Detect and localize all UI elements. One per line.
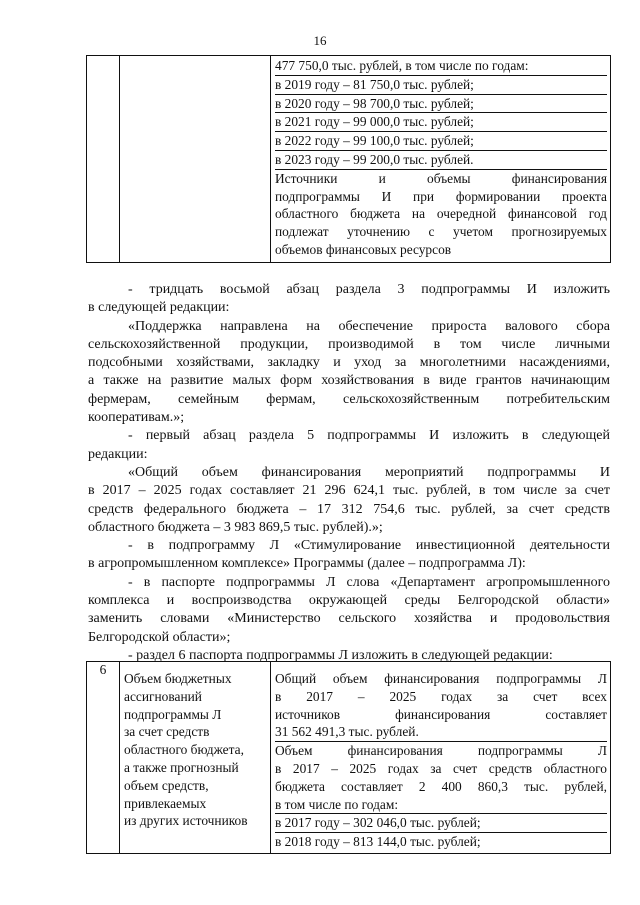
paragraph-line: подсобными хозяйствами, закладку и уход за многолетними насаждениями, — [88, 355, 610, 371]
regional-line: бюджета составляет 2 400 860,3 тыс. рублей, — [275, 778, 607, 794]
note-line: Источники и объемы финансирования — [275, 170, 607, 186]
regional-line: в том числе по годам: — [275, 796, 607, 815]
paragraph-line: - первый абзац раздела 5 подпрограммы И изложить в следующей — [128, 428, 610, 444]
total-line: 31 562 491,3 тыс. рублей. — [275, 723, 607, 742]
year-line: в 2018 году – 813 144,0 тыс. рублей; — [275, 834, 481, 850]
regional-line: в 2017 – 2025 годах за счет средств областного — [275, 760, 607, 776]
paragraph-line: «Поддержка направлена на обеспечение прироста валового сбора — [128, 318, 610, 334]
financing-line: в 2019 году – 81 750,0 тыс. рублей; — [275, 76, 607, 95]
paragraph-line: Белгородской области»; — [88, 629, 231, 645]
label-line: подпрограммы Л — [124, 706, 222, 722]
paragraph-line: редакции: — [88, 446, 148, 462]
year-line: в 2017 году – 302 046,0 тыс. рублей; — [275, 814, 607, 833]
note-line: подлежат уточнению с учетом прогнозируемых — [275, 224, 607, 240]
total-line: Общий объем финансирования подпрограммы Л — [275, 671, 607, 686]
paragraph-line: - тридцать восьмой абзац раздела 3 подпрограммы И изложить — [128, 282, 610, 297]
paragraph-line: в агропромышленном комплексе» Программы (далее – подпрограмма Л): — [88, 556, 526, 572]
note-line: областного бюджета на очередной финансовой год — [275, 206, 607, 222]
label-line: из других источников — [124, 813, 248, 829]
paragraph-line: - раздел 6 паспорта подпрограммы Л изложить в следующей редакции: — [128, 647, 553, 663]
label-line: за счет средств — [124, 724, 210, 740]
financing-table-bottom — [86, 661, 611, 854]
paragraph-line: - в подпрограмму Л «Стимулирование инвестиционной деятельности — [128, 538, 610, 554]
financing-line: в 2023 году – 99 200,0 тыс. рублей. — [275, 151, 607, 170]
table-cell-content — [271, 662, 611, 854]
label-line: объем средств, — [124, 777, 209, 793]
paragraph-line: областного бюджета – 3 983 869,5 тыс. рублей).»; — [88, 519, 383, 535]
paragraph-line: «Общий объем финансирования мероприятий подпрограммы И — [128, 464, 610, 480]
financing-line: 477 750,0 тыс. рублей, в том числе по годам: — [275, 57, 607, 76]
label-line: а также прогнозный — [124, 759, 239, 775]
paragraph-line: фермерам, семейным фермам, сельскохозяйственным потребительским — [88, 391, 610, 407]
financing-line: в 2022 году – 99 100,0 тыс. рублей; — [275, 132, 607, 151]
table-cell-label — [120, 56, 271, 263]
paragraph-line: а также на развитие малых форм хозяйствования в виде грантов начинающим — [88, 373, 610, 389]
financing-table-top — [86, 55, 611, 263]
total-line: источников финансирования составляет — [275, 706, 607, 722]
paragraph-line: в 2017 – 2025 годах составляет 21 296 624,1 тыс. рублей, в том числе за счет — [88, 483, 610, 499]
regional-line: Объем финансирования подпрограммы Л — [275, 743, 607, 759]
table-cell-number — [87, 56, 120, 263]
label-line: Объем бюджетных — [124, 671, 232, 686]
document-body — [88, 281, 610, 665]
note-line: подпрограммы И при формировании проекта — [275, 188, 607, 204]
financing-line: в 2021 году – 99 000,0 тыс. рублей; — [275, 113, 607, 132]
paragraph-line: сельскохозяйственной продукции, производимой в том числе личными — [88, 336, 610, 352]
paragraph-line: средств федерального бюджета – 17 312 754,6 тыс. рублей, за счет средств — [88, 501, 610, 517]
table-cell-label — [120, 662, 271, 854]
page-number: 16 — [313, 33, 327, 48]
label-line: ассигнований — [124, 688, 202, 704]
label-line: привлекаемых — [124, 795, 207, 811]
row-number: 6 — [87, 662, 120, 854]
paragraph-line: кооперативам.»; — [88, 410, 185, 426]
label-line: областного бюджета, — [124, 742, 244, 758]
note-line: объемов финансовых ресурсов — [275, 241, 452, 257]
paragraph-line: комплекса и воспроизводства окружающей среды Белгородской области» — [88, 593, 610, 609]
table-cell-content — [271, 56, 611, 263]
paragraph-line: - в паспорте подпрограммы Л слова «Департамент агропромышленного — [128, 574, 610, 590]
financing-line: в 2020 году – 98 700,0 тыс. рублей; — [275, 95, 607, 114]
total-line: в 2017 – 2025 годах за счет всех — [275, 688, 607, 704]
paragraph-line: в следующей редакции: — [88, 300, 230, 316]
paragraph-line: заменить словами «Министерство сельского хозяйства и продовольствия — [88, 611, 610, 627]
